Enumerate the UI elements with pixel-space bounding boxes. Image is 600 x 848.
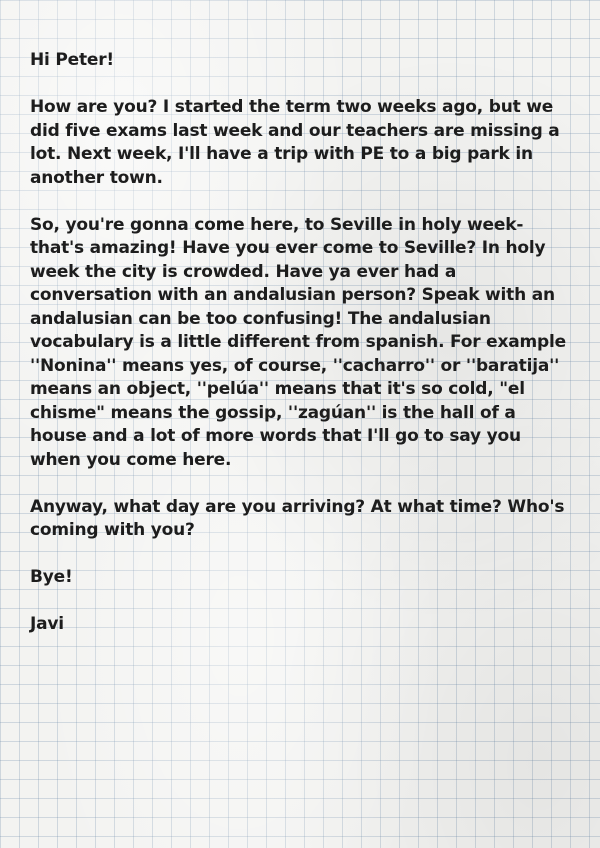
paragraph-intro: How are you? I started the term two weeks ago, but we did five exams last week and our teachers are missing a lot. Next week, I'll have a trip with PE to a big park in another town. [30, 97, 560, 188]
signature: Javi [30, 614, 64, 634]
farewell: Bye! [30, 567, 73, 587]
letter-body [30, 49, 570, 637]
paragraph-seville: So, you're gonna come here, to Seville in holy week- that's amazing! Have you ever come to Seville? In holy week the city is crowded. Have ya ever had a conversation with an andalusian person? Speak with an andalusian can be too confusing! The andalusian vocabulary is a little different from spanish. For example ''Nonina'' means yes, of course, ''cacharro'' or ''baratija'' means an object, ''pelúa'' means that it's so cold, "el chisme" means the gossip, ''zagúan'' is the hall of a house and a lot of more words that I'll go to say you when you come here. [30, 214, 566, 470]
paragraph-questions: Anyway, what day are you arriving? At what time? Who's coming with you? [30, 496, 565, 540]
greeting: Hi Peter! [30, 50, 114, 70]
